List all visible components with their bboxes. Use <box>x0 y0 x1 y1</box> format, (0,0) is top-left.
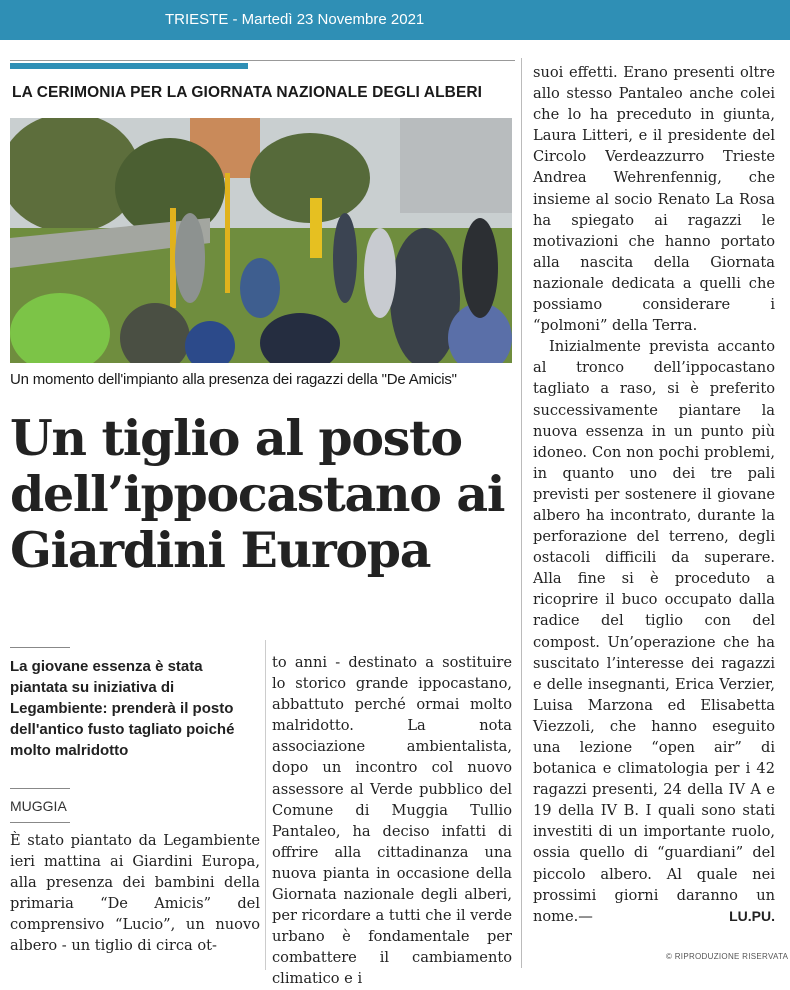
column-divider-inner <box>265 640 266 970</box>
body-paragraph: È stato piantato da Legambiente ieri mattina ai Giardini Europa, alla presenza dei bambini della primaria “De Amicis” del comprensivo “Lucio”, un nuovo albero - un tiglio di circa ot- <box>10 832 260 955</box>
body-column-3 <box>533 62 775 927</box>
body-column-2 <box>272 652 512 990</box>
place-label: MUGGIA <box>10 798 67 814</box>
place-rule-bottom <box>10 822 70 823</box>
article-photo <box>10 118 512 363</box>
headline: Un tiglio al posto dell’ippocastano ai Giardini Europa <box>10 409 505 579</box>
page-header-bar <box>0 0 790 40</box>
body-paragraph-text: Inizialmente prevista accanto al tronco dell’ippocastano tagliato a raso, si è preferito successivamente piantare la nuova essenza in un punto più idoneo. Con non pochi problemi, in quanto uno dei tre pali previsti per sostenere il giovane albero ha incontrato, durante la perforazione del terreno, degli ostacoli difficili da superare. Alla fine si è proceduto a ricoprire il buco occupato dalla radice del tiglio con del compost. Un’operazione che ha suscitato l’interesse dei ragazzi e delle insegnanti, Erica Verzier, Luisa Marzona ed Elisabetta Viezzoli, che hanno eseguito una lezione “open air” di botanica e climatologia per i 42 ragazzi presenti, 24 della IV A e 19 della IV B. I quali sono stati investiti di un importante ruolo, ossia quello di “guardiani” del piccolo albero. Al quale nei prossimi giorni daranno un nome.— <box>533 338 775 925</box>
body-paragraph: suoi effetti. Erano presenti oltre allo stesso Pantaleo anche colei che lo ha preceduto in giunta, Laura Litteri, e il presidente del Circolo Verdeazzurro Trieste Andrea Wehrenfennig, che insieme al socio Renato La Rosa ha spiegato ai ragazzi le motivazioni che hanno portato alla nascita della Giornata nazionale dedicata a quelli che possiamo considerare i “polmoni” della Terra. <box>533 64 775 335</box>
photo-caption: Un momento dell'impianto alla presenza dei ragazzi della "De Amicis" <box>10 371 457 388</box>
author-signature: LU.PU. <box>729 907 775 924</box>
article-summary: La giovane essenza è stata piantata su iniziativa di Legambiente: prenderà il posto dell'antico fusto tagliato poiché molto malridotto <box>10 658 235 759</box>
copyright-note: © RIPRODUZIONE RISERVATA <box>666 952 789 961</box>
body-paragraph: to anni - destinato a sostituire lo storico grande ippocastano, abbattuto perché ormai molto malridotto. La nota associazione ambientalista, dopo un incontro col nuovo assessore al Verde pubblico del Comune di Muggia Tullio Pantaleo, ha deciso infatti di offrire alla cittadinanza una nuova pianta in occasione della Giornata nazionale degli alberi, per ricordare a tutti che il verde urbano è fondamentale per combattere il cambiamento climatico e i <box>272 654 512 988</box>
body-paragraph <box>533 336 775 927</box>
column-divider <box>521 58 522 968</box>
accent-bar <box>10 63 248 69</box>
top-rule <box>10 60 515 61</box>
place-rule <box>10 788 70 789</box>
dateline: TRIESTE - Martedì 23 Novembre 2021 <box>165 11 425 28</box>
article-kicker: LA CERIMONIA PER LA GIORNATA NAZIONALE DEGLI ALBERI <box>12 84 483 101</box>
body-column-1 <box>10 830 260 957</box>
summary-rule <box>10 647 70 648</box>
